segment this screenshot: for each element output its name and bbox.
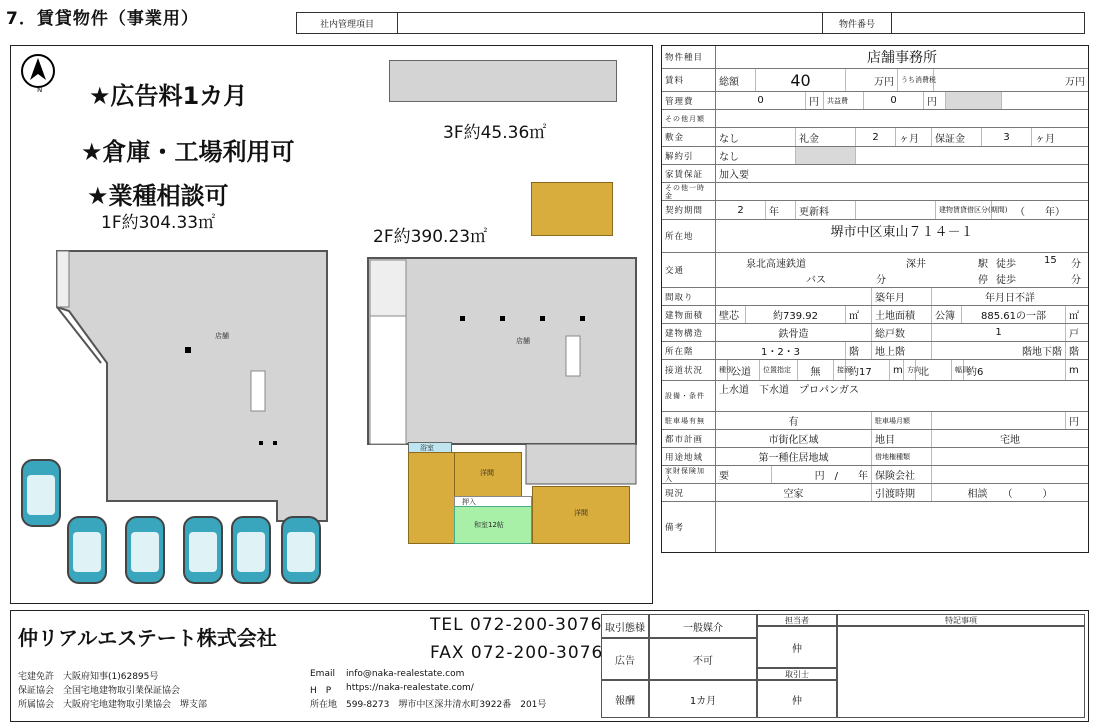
tag-oshiire: 押入	[462, 498, 476, 506]
remarks-label: 備考	[662, 502, 716, 552]
email-label: Email	[310, 669, 335, 679]
bus: バス	[806, 275, 826, 286]
station-suffix: 駅	[978, 259, 988, 270]
road-face: 約17	[846, 360, 890, 380]
handover-value: 相談 （ ）	[967, 489, 1053, 500]
contract-value: 2	[716, 201, 766, 219]
tag-yoma1: 洋間	[480, 469, 494, 477]
tax-label: うち消費税	[898, 69, 934, 91]
notes-label: 特記事項	[837, 614, 1085, 626]
ins-company-value	[932, 466, 1088, 483]
layout-value	[716, 288, 872, 305]
floor-plan-panel	[10, 45, 653, 604]
station: 深井	[906, 259, 926, 270]
contract-unit: 年	[766, 201, 796, 219]
cancel-filler	[796, 147, 856, 164]
zoning-label: 用途地域	[662, 448, 716, 465]
width-unit: m	[1069, 364, 1079, 376]
area-3f: 3F約45.36㎡	[443, 123, 547, 143]
compass-label: N	[37, 86, 43, 94]
highlight-warehouse: ★倉庫・工場利用可	[81, 138, 295, 166]
tag-yoma2: 洋間	[574, 509, 588, 517]
homepage[interactable]: https://naka-realestate.com/	[346, 683, 474, 693]
road-designation: 無	[798, 360, 834, 380]
notes-value	[837, 626, 1085, 718]
common-value: 0	[864, 92, 924, 109]
tel: TEL 072-200-3076	[430, 615, 603, 635]
mgmt-yen: 円	[806, 92, 824, 109]
rent-guarantee-label: 家賃保証	[662, 165, 716, 182]
transport-label: 交通	[662, 253, 716, 287]
facility-value: 上水道 下水道 プロパンガス	[719, 385, 859, 396]
leasehold-label: 借地権種類	[872, 448, 932, 465]
facility-label: 設備・条件	[662, 381, 716, 411]
other-monthly-label: その他月額	[662, 110, 716, 127]
bus-stop: 停	[978, 275, 988, 286]
units-value: 1	[932, 324, 1066, 341]
fee-value: 1カ月	[649, 680, 757, 718]
contract-label: 契約期間	[662, 201, 716, 219]
car-icon	[231, 516, 271, 584]
ad-label: 広告	[601, 638, 649, 680]
chimoku-value: 宅地	[1000, 435, 1020, 446]
car-icon	[281, 516, 321, 584]
assoc-guarantee: 保証協会 全国宅地建物取引業保証協会	[18, 686, 181, 696]
key-money-unit: ヶ月	[896, 128, 932, 146]
rent-value: 40	[756, 69, 846, 91]
floor-area-value: 約739.92	[746, 306, 846, 323]
agent-value: 仲	[757, 680, 837, 718]
built-value: 年月日不詳	[985, 293, 1035, 304]
rent-unit: 万円	[846, 69, 898, 91]
hp-label: H P	[310, 686, 332, 696]
road-designation-label: 位置指定	[760, 360, 798, 380]
lease-type-label: 建物賃貸借区分(期間)	[936, 201, 992, 219]
area-2f: 2F約390.23㎡	[373, 227, 488, 247]
built-label: 築年月	[872, 288, 932, 305]
type-value: 店舗事務所	[867, 50, 937, 66]
walk-unit: 分	[1071, 259, 1081, 270]
bus-walk-unit: 分	[1071, 275, 1081, 286]
below-label: 階地下階	[932, 342, 1066, 359]
agent-label: 取引士	[757, 668, 837, 680]
common-filler	[946, 92, 1002, 109]
parking-value: 有	[716, 412, 872, 429]
company-name: 仲リアルエステート株式会社	[18, 626, 277, 650]
header-box	[296, 12, 1085, 34]
spec-table	[661, 45, 1089, 553]
email[interactable]: info@naka-realestate.com	[346, 669, 465, 679]
city-plan-label: 都市計画	[662, 430, 716, 447]
road-kind: 公道	[728, 360, 760, 380]
common-yen: 円	[924, 92, 946, 109]
structure-value: 鉄骨造	[716, 324, 872, 341]
floor-label: 所在階	[662, 342, 716, 359]
floor-plan-2f	[366, 256, 638, 546]
insurance-label: 家財保険加入	[662, 466, 716, 483]
remarks-value	[716, 502, 1088, 552]
rent-label: 賃料	[662, 69, 716, 91]
renewal-value	[856, 201, 936, 219]
parking-label: 駐車場有無	[662, 412, 716, 429]
common-extra	[1002, 92, 1088, 109]
deal-value: 一般媒介	[649, 614, 757, 638]
rent-guarantee-value: 加入要	[719, 170, 749, 181]
chimoku-label: 地目	[872, 430, 932, 447]
staff-label: 担当者	[757, 614, 837, 626]
deal-label: 取引態様	[601, 614, 649, 638]
other-onetime-label: その他一時金	[662, 183, 716, 200]
road-face-unit: m	[890, 360, 904, 380]
tag-1f-shop: 店舗	[215, 332, 229, 340]
property-no-value	[892, 13, 1084, 33]
zoning-value: 第一種住居地域	[716, 448, 872, 465]
common-label: 共益費	[824, 92, 864, 109]
rent-total-label: 総額	[716, 69, 756, 91]
cancel-label: 解約引	[662, 147, 716, 164]
deposit-value: なし	[716, 128, 796, 146]
room-west	[408, 452, 456, 544]
deposit-label: 敷金	[662, 128, 716, 146]
other-onetime-value	[716, 183, 1088, 200]
parking-fee-label: 駐車場月額	[872, 412, 932, 429]
guarantee-unit: ヶ月	[1035, 133, 1055, 145]
property-no-label: 物件番号	[823, 13, 892, 33]
compass-icon	[21, 54, 55, 88]
bus-min: 分	[876, 275, 886, 286]
car-icon	[183, 516, 223, 584]
status-label: 現況	[662, 484, 716, 501]
above-label: 地上階	[872, 342, 932, 359]
car-icon	[67, 516, 107, 584]
floor-plan-loft	[531, 182, 613, 236]
location-label: 所在地	[662, 220, 716, 252]
tag-washitsu: 和室12帖	[474, 521, 504, 529]
renewal-label: 更新料	[796, 201, 856, 219]
other-monthly-value	[716, 110, 1088, 127]
insurance-per: 円 / 年	[772, 466, 872, 483]
floor-area-label: 建物面積	[662, 306, 716, 323]
walk-label: 徒歩	[996, 259, 1016, 270]
car-icon	[21, 459, 61, 527]
area-1f: 1F約304.33㎡	[101, 213, 216, 233]
road-face-label: 接面	[834, 360, 846, 380]
internal-value	[398, 13, 823, 33]
address-label: 所在地	[310, 700, 338, 710]
page-title: 7．賃貸物件（事業用）	[6, 9, 199, 29]
below-suffix: 階	[1069, 347, 1079, 358]
cancel-extra	[856, 147, 1088, 164]
tag-2f-shop: 店舗	[516, 337, 530, 345]
assoc-member: 所属協会 大阪府宅地建物取引業協会 堺支部	[18, 700, 208, 710]
highlight-ad-fee: ★広告料1カ月	[89, 82, 248, 110]
floor-plan-1f	[21, 251, 327, 521]
line: 泉北高速鉄道	[746, 259, 806, 270]
fax: FAX 072-200-3076	[430, 643, 604, 663]
mgmt-value: 0	[716, 92, 806, 109]
dir-label: 方向	[904, 360, 916, 380]
walk-min: 15	[1044, 255, 1057, 266]
parking-fee-unit: 円	[1069, 417, 1079, 428]
license: 宅建免許 大阪府知事(1)62895号	[18, 672, 159, 682]
internal-label: 社内管理項目	[297, 13, 398, 33]
ad-value: 不可	[649, 638, 757, 680]
ins-company-label: 保険会社	[872, 466, 932, 483]
width-label: 幅員	[952, 360, 964, 380]
floor-value: 1・2・3	[716, 342, 846, 359]
layout-label: 間取り	[662, 288, 716, 305]
guarantee-label: 保証金	[932, 128, 982, 146]
units-suffix: 戸	[1069, 329, 1079, 340]
highlight-business: ★業種相談可	[87, 182, 229, 210]
structure-label: 建物構造	[662, 324, 716, 341]
fee-label: 報酬	[601, 680, 649, 718]
road-label: 接道状況	[662, 360, 716, 380]
guarantee-value: 3	[982, 128, 1032, 146]
land-area-label: 土地面積	[872, 306, 932, 323]
insurance-value: 要	[716, 466, 772, 483]
car-icon	[125, 516, 165, 584]
city-plan-value: 市街化区域	[716, 430, 872, 447]
cancel-value: なし	[716, 147, 796, 164]
leasehold-value	[932, 448, 1088, 465]
land-area-value: 885.61の一部	[962, 306, 1066, 323]
staff-value: 仲	[757, 626, 837, 668]
handover-label: 引渡時期	[872, 484, 932, 501]
dir-value: 北	[916, 360, 952, 380]
road-kind-label: 種別	[716, 360, 728, 380]
land-area-unit: ㎡	[1069, 311, 1079, 322]
tag-bath: 浴室	[420, 444, 434, 452]
floor-area-unit: ㎡	[846, 306, 872, 323]
key-money-value: 2	[856, 128, 896, 146]
bus-walk: 徒歩	[996, 275, 1016, 286]
width-value: 約6	[964, 360, 1066, 380]
tax-unit: 万円	[1065, 76, 1085, 88]
key-money-label: 礼金	[796, 128, 856, 146]
location-value: 堺市中区東山７１４－１	[830, 225, 974, 240]
mgmt-label: 管理費	[662, 92, 716, 109]
floor-plan-3f	[389, 60, 617, 102]
floor-area-kind: 壁芯	[716, 306, 746, 323]
land-area-kind: 公簿	[932, 306, 962, 323]
status-value: 空家	[716, 484, 872, 501]
units-label: 総戸数	[872, 324, 932, 341]
lease-type-value: （ 年）	[1015, 206, 1065, 218]
type-label: 物件種目	[662, 46, 716, 68]
parking-fee-value	[932, 412, 1066, 429]
address: 599-8273 堺市中区深井清水町3922番 201号	[346, 700, 547, 710]
floor-suffix: 階	[846, 342, 872, 359]
